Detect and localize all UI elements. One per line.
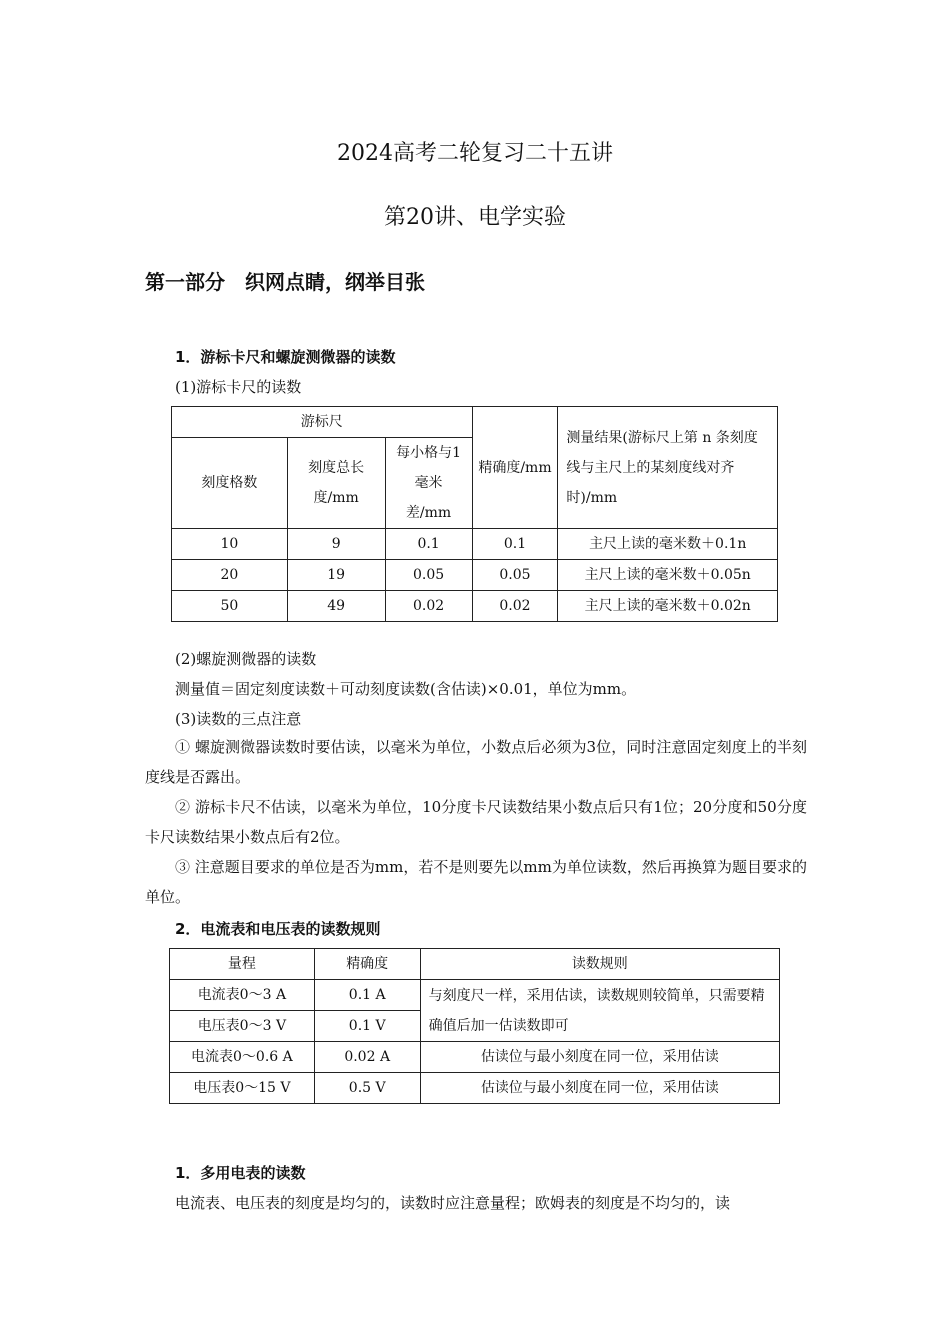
cell-diff: 0.1 xyxy=(385,529,472,560)
table-row xyxy=(170,980,780,1011)
cell-precision: 0.1 V xyxy=(314,1011,420,1042)
cell-length: 49 xyxy=(287,591,385,622)
micrometer-formula: 测量值＝固定刻度读数＋可动刻度读数(含估读)×0.01，单位为mm。 xyxy=(175,680,637,698)
section-heading-vernier-micrometer: 1．游标卡尺和螺旋测微器的读数 xyxy=(175,348,396,366)
meter-table xyxy=(169,948,780,1104)
rule-header: 读数规则 xyxy=(420,949,779,980)
cell-precision: 0.05 xyxy=(472,560,558,591)
table-row xyxy=(172,407,778,438)
cell-range: 电流表0～0.6 A xyxy=(170,1042,315,1073)
cell-precision: 0.1 A xyxy=(314,980,420,1011)
note-3: ③ 注意题目要求的单位是否为mm，若不是则要先以mm为单位读数，然后再换算为题目要求的单位。 xyxy=(145,858,807,906)
cell-diff: 0.02 xyxy=(385,591,472,622)
cell-result: 主尺上读的毫米数＋0.1n xyxy=(558,529,778,560)
multimeter-text: 电流表、电压表的刻度是均匀的，读数时应注意量程；欧姆表的刻度是不均匀的，读 xyxy=(175,1194,731,1212)
cell-range: 电压表0～3 V xyxy=(170,1011,315,1042)
cell-length: 19 xyxy=(287,560,385,591)
table-row xyxy=(170,1042,780,1073)
table-row xyxy=(172,529,778,560)
table-row xyxy=(170,1073,780,1104)
cell-rule: 估读位与最小刻度在同一位，采用估读 xyxy=(420,1073,779,1104)
cell-range: 电流表0～3 A xyxy=(170,980,315,1011)
result-header: 测量结果(游标尺上第 n 条刻度线与主尺上的某刻度线对齐时)/mm xyxy=(558,407,778,529)
section-heading-multimeter: 1．多用电表的读数 xyxy=(175,1164,306,1182)
vernier-group-header: 游标尺 xyxy=(172,407,473,438)
cell-precision: 0.5 V xyxy=(314,1073,420,1104)
cell-rule-merged: 与刻度尺一样，采用估读，读数规则较简单，只需要精确值后加一估读数即可 xyxy=(420,980,779,1042)
divisions-header: 刻度格数 xyxy=(172,438,288,529)
cell-diff: 0.05 xyxy=(385,560,472,591)
cell-precision: 0.1 xyxy=(472,529,558,560)
cell-length: 9 xyxy=(287,529,385,560)
precision-header: 精确度/mm xyxy=(472,407,558,529)
lecture-title: 第20讲、电学实验 xyxy=(384,205,566,230)
document-title: 2024高考二轮复习二十五讲 xyxy=(337,141,613,166)
table-row xyxy=(170,949,780,980)
cell-result: 主尺上读的毫米数＋0.02n xyxy=(558,591,778,622)
cell-divisions: 50 xyxy=(172,591,288,622)
part-heading: 第一部分 织网点睛，纲举目张 xyxy=(145,270,425,294)
note-2: ② 游标卡尺不估读，以毫米为单位，10分度卡尺读数结果小数点后只有1位；20分度和50分度卡尺读数结果小数点后有2位。 xyxy=(145,798,807,846)
cell-precision: 0.02 A xyxy=(314,1042,420,1073)
diff-header: 每小格与1毫米差/mm xyxy=(385,438,472,529)
cell-rule: 估读位与最小刻度在同一位，采用估读 xyxy=(420,1042,779,1073)
cell-result: 主尺上读的毫米数＋0.05n xyxy=(558,560,778,591)
table-row xyxy=(172,560,778,591)
cell-divisions: 10 xyxy=(172,529,288,560)
total-length-header: 刻度总长度/mm xyxy=(287,438,385,529)
precision-header: 精确度 xyxy=(314,949,420,980)
vernier-table xyxy=(171,406,778,622)
table-row xyxy=(172,591,778,622)
subheading-micrometer: (2)螺旋测微器的读数 xyxy=(175,650,317,668)
subheading-vernier: (1)游标卡尺的读数 xyxy=(175,378,302,396)
cell-divisions: 20 xyxy=(172,560,288,591)
subheading-notes: (3)读数的三点注意 xyxy=(175,710,302,728)
cell-precision: 0.02 xyxy=(472,591,558,622)
cell-range: 电压表0～15 V xyxy=(170,1073,315,1104)
range-header: 量程 xyxy=(170,949,315,980)
note-1: ① 螺旋测微器读数时要估读，以毫米为单位，小数点后必须为3位，同时注意固定刻度上的半刻度线是否露出。 xyxy=(145,738,807,786)
section-heading-meters: 2．电流表和电压表的读数规则 xyxy=(175,920,381,938)
